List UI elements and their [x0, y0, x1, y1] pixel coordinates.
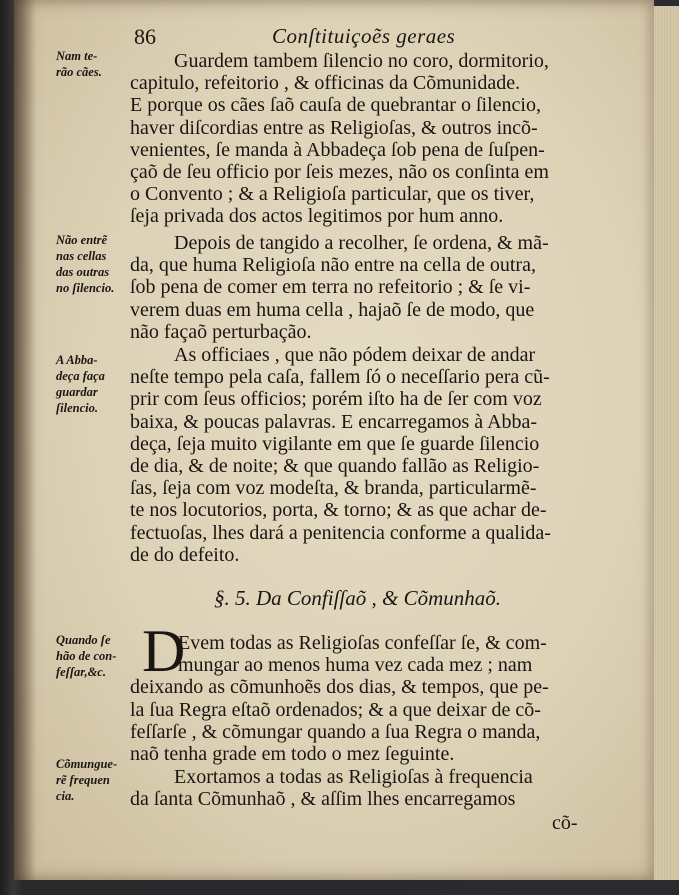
text-line: da ſanta Cõmunhaõ , & aſſim lhes encarregamos — [130, 788, 516, 811]
text-line: não façaõ perturbação. — [130, 320, 312, 343]
text-line: la ſua Regra eſtaõ ordenados; & a que deixar de cõ- — [130, 698, 541, 721]
page-fore-edge — [654, 6, 679, 880]
margin-note-line: Cõmungue- — [56, 757, 118, 771]
margin-note-line: rẽ frequen — [56, 773, 110, 787]
margin-note-comungar — [56, 756, 132, 804]
catchword: cõ- — [552, 812, 578, 834]
margin-note-caes — [56, 48, 132, 80]
margin-note-confessar — [56, 632, 132, 680]
margin-note-line: guardar — [56, 385, 98, 399]
text-line: ſas, ſeja com voz modeſta, & branda, particularmẽ- — [130, 477, 537, 500]
text-line: Exortamos a todas as Religioſas à frequencia — [174, 766, 533, 788]
margin-note-line: deça faça — [56, 369, 105, 383]
margin-note-line: nas cellas — [56, 249, 107, 263]
text-line: venientes, ſe manda à Abbadeça ſob pena de ſuſpen- — [130, 138, 545, 161]
margin-note-line: A Abba- — [56, 353, 98, 367]
text-line: mungar ao menos huma vez cada mez ; nam — [178, 654, 533, 677]
margin-note-line: Não entrẽ — [56, 233, 108, 247]
margin-note-line: rão cães. — [56, 65, 102, 79]
text-line: capitulo, refeitorio , & officinas da Cõmunidade. — [130, 72, 521, 95]
text-line: ſeja privada dos actos legitimos por hum anno. — [130, 205, 504, 228]
text-line: de dia, & de noite; & que quando fallão as Religio- — [130, 454, 540, 477]
page-number: 86 — [134, 24, 156, 49]
text-line: Depois de tangido a recolher, ſe ordena, & mã- — [174, 232, 549, 254]
margin-note-line: das outras — [56, 265, 110, 279]
text-line: çaõ de ſeu officio por ſeis mezes, não os conſinta em — [130, 160, 549, 183]
paragraph-exortamos — [130, 766, 600, 810]
text-line: baixa, & poucas palavras. E encarregamos à Abba- — [130, 410, 538, 433]
text-line: da, que huma Religioſa não entre na cella de outra, — [130, 254, 536, 277]
margin-note-line: hão de con- — [56, 649, 117, 663]
paragraph-silencio — [130, 50, 600, 228]
text-line: E porque os cães ſaõ cauſa de quebrantar o ſilencio, — [130, 94, 541, 117]
margin-note-line: no ſilencio. — [56, 281, 115, 295]
margin-note-line: Nam te- — [56, 49, 98, 63]
text-line: naõ tenha grade em todo o mez ſeguinte. — [130, 742, 455, 765]
text-line: te nos locutorios, porta, & torno; & as que achar de- — [130, 499, 547, 522]
text-line: Guardem tambem ſilencio no coro, dormitorio, — [174, 50, 549, 72]
text-line: As officiaes , que não pódem deixar de andar — [174, 344, 536, 366]
gutter-shadow — [14, 0, 36, 880]
text-line: prir com ſeus officios; porém iſto ha de ſer com voz — [130, 388, 542, 411]
text-line: verem duas em huma cella , hajaõ ſe de modo, que — [130, 298, 535, 321]
text-line: fectuoſas, lhes dará a penitencia conforme a qualida- — [130, 521, 551, 544]
margin-note-line: cia. — [56, 789, 75, 803]
text-line: o Convento ; & a Religioſa particular, que os tiver, — [130, 183, 535, 206]
running-title: Conſtituiçoẽs geraes — [272, 24, 456, 48]
text-line: neſte tempo pela caſa, fallem ſó o neceſſario pera cũ- — [130, 366, 550, 389]
margin-note-abbadeca — [56, 352, 132, 416]
margin-note-cellas — [56, 232, 132, 296]
margin-note-line: ſilencio. — [56, 401, 99, 415]
text-line: de do defeito. — [130, 543, 240, 566]
text-line: ſob pena de comer em terra no refeitorio ; & ſe vi- — [130, 276, 531, 299]
margin-note-line: feſſar,&c. — [56, 665, 106, 679]
text-line: deixando as cõmunhoẽs dos dias, & tempos, que pe- — [130, 676, 549, 699]
text-line: deça, ſeja muito vigilante em que ſe guarde ſilencio — [130, 432, 540, 455]
paragraph-officiaes — [130, 344, 600, 566]
text-line: feſſarſe , & cõmungar quando a ſua Regra o manda, — [130, 720, 541, 743]
drop-cap: D — [142, 618, 186, 684]
paragraph-recolher — [130, 232, 600, 343]
text-line: haver diſcordias entre as Religioſas, & outros incõ- — [130, 116, 538, 139]
text-line: Evem todas as Religioſas confeſſar ſe, & com- — [178, 632, 547, 654]
margin-note-line: Quando ſe — [56, 633, 111, 647]
section-heading: §. 5. Da Confiſſaõ , & Cõmunhaõ. — [214, 586, 502, 610]
paragraph-confissao — [130, 632, 600, 765]
